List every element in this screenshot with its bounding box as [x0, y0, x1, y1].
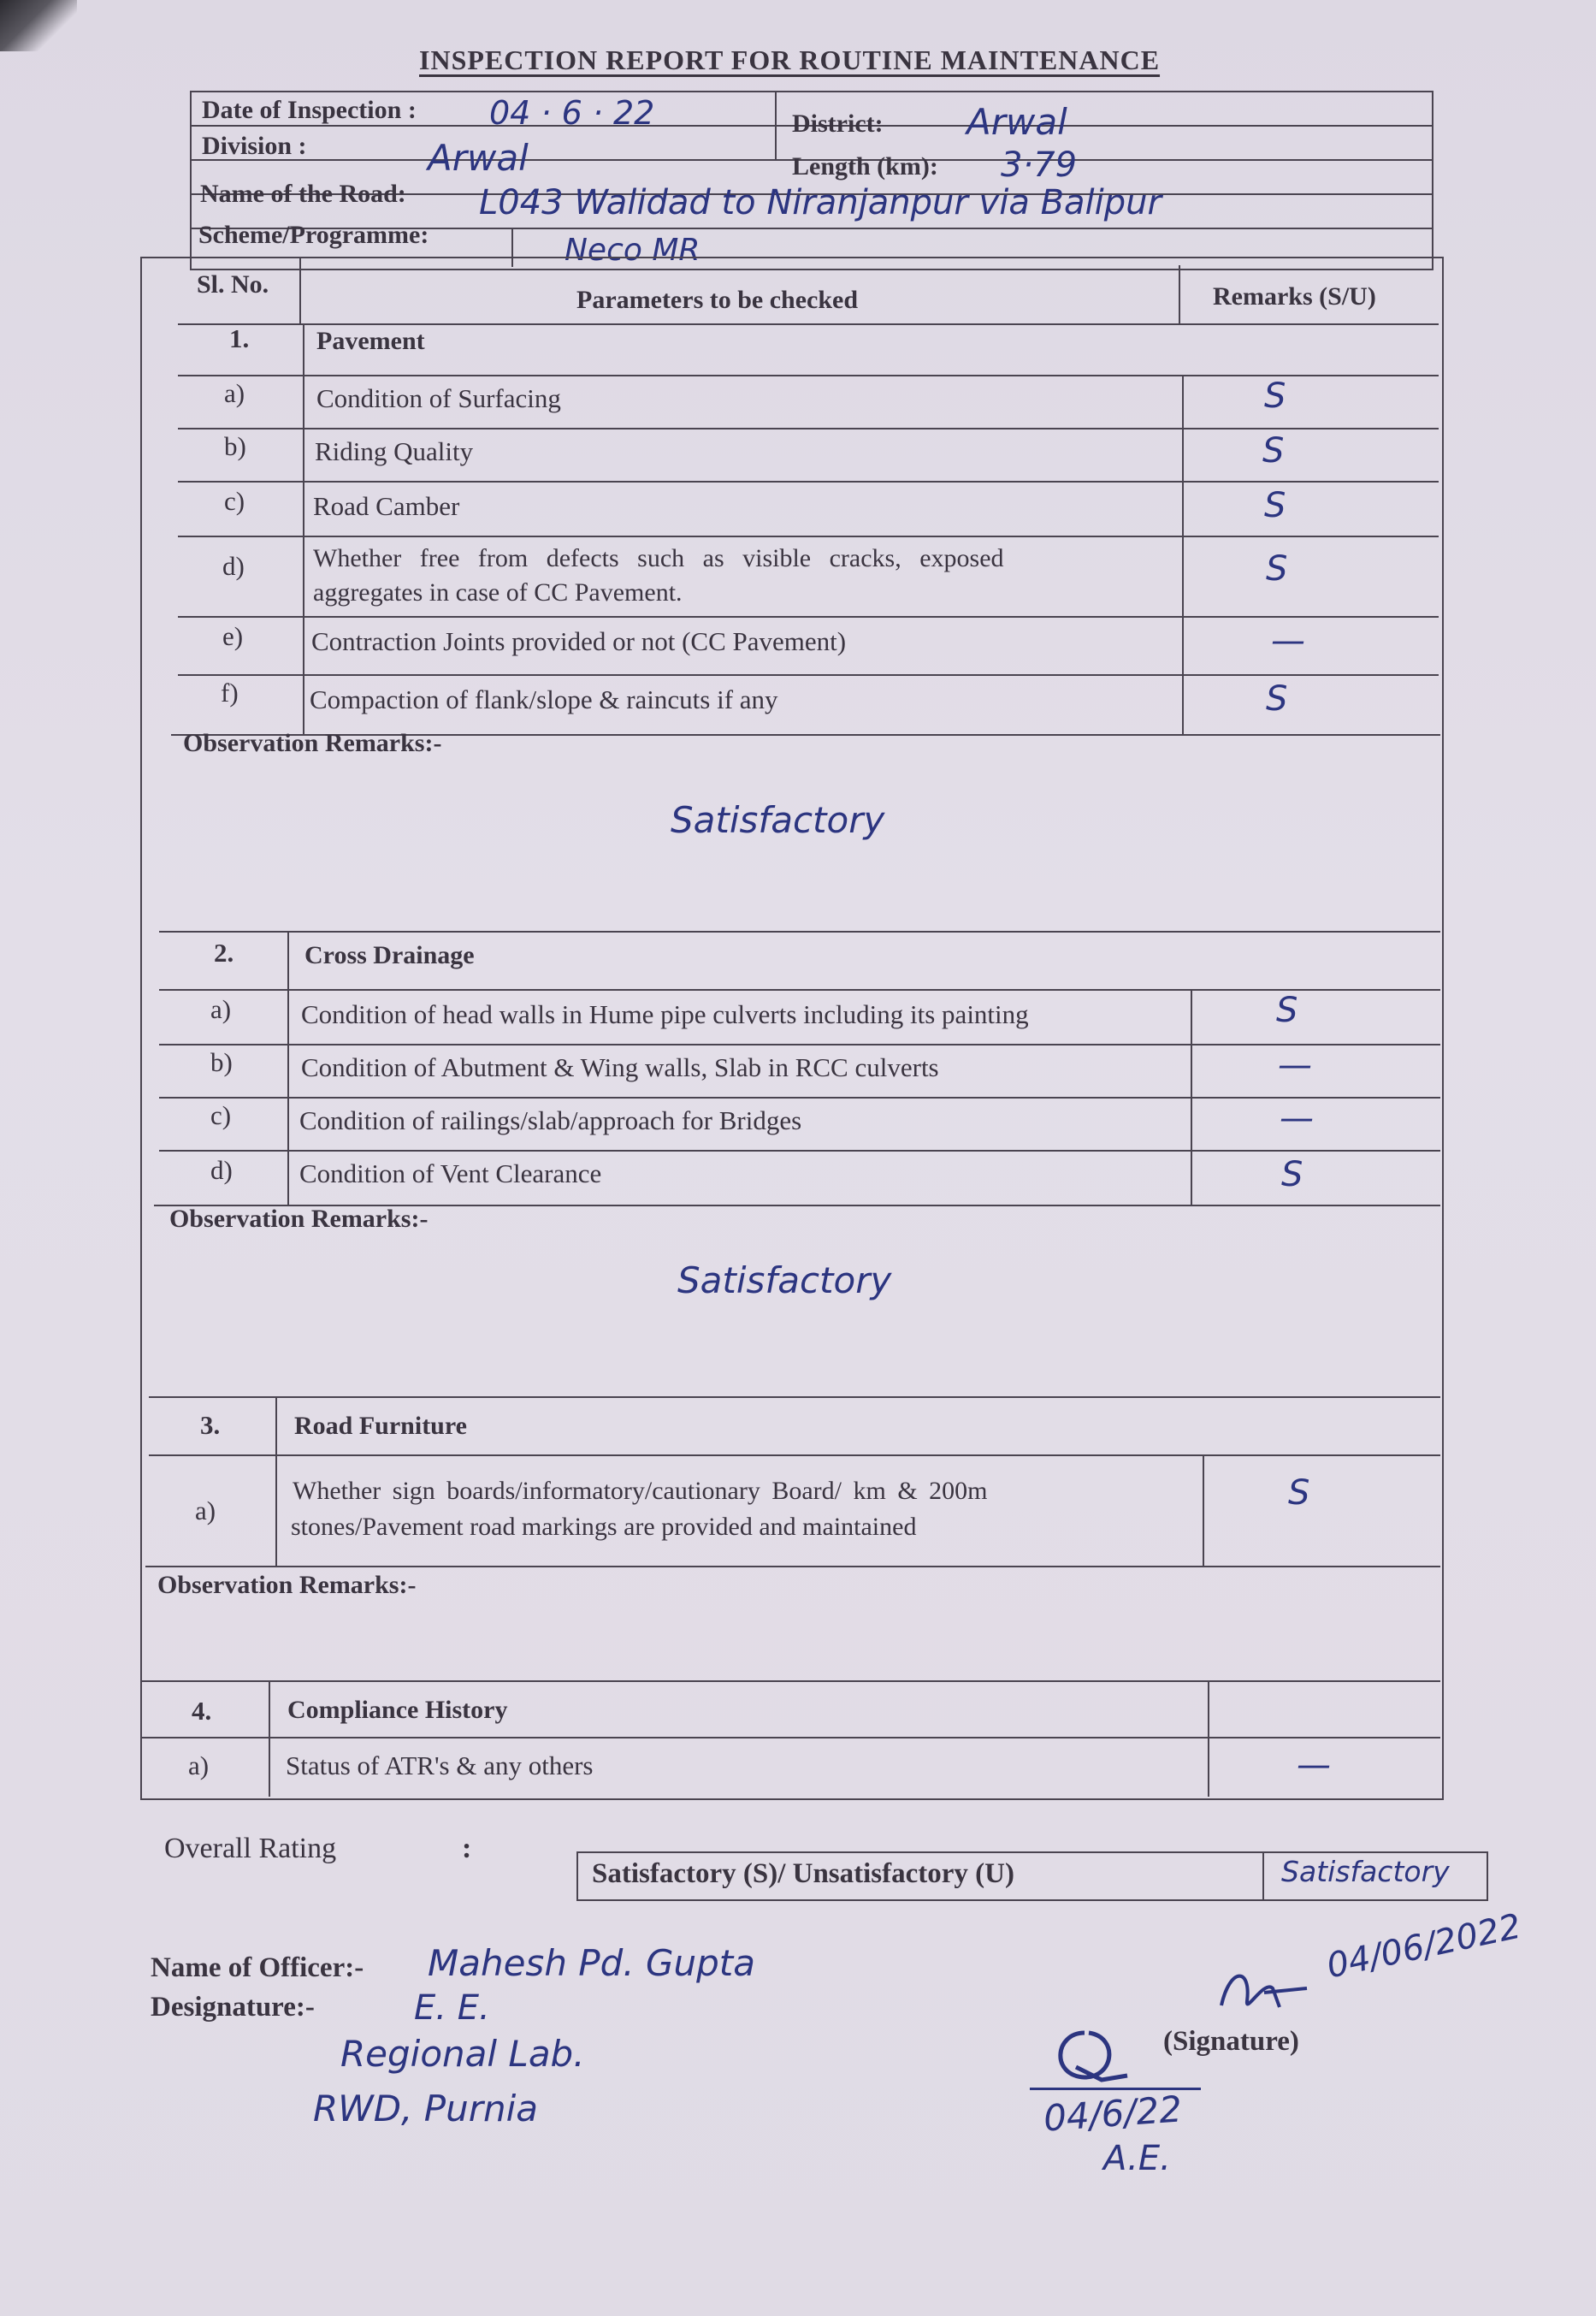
- drainage-observation-value: Satisfactory: [677, 1259, 892, 1301]
- section4-number: 4.: [192, 1696, 212, 1726]
- pavement-row-c-remark: S: [1264, 486, 1286, 525]
- furniture-row-a-text: Whether sign boards/informatory/cautionary Board/ km & 200m: [293, 1477, 988, 1505]
- drainage-row-c-remark: —: [1280, 1099, 1314, 1138]
- compliance-row-a-remark: —: [1297, 1745, 1331, 1785]
- furniture-row-a-remark: S: [1288, 1473, 1310, 1513]
- officer-designation-line2: Regional Lab.: [340, 2033, 585, 2075]
- pavement-row-f-remark: S: [1266, 679, 1288, 719]
- date-label: Date of Inspection :: [202, 96, 417, 124]
- overall-rating-label: Overall Rating: [164, 1833, 337, 1864]
- drainage-row-d-text: Condition of Vent Clearance: [299, 1158, 602, 1188]
- road-value: L043 Walidad to Niranjanpur via Balipur: [479, 183, 1162, 222]
- section1-title: Pavement: [316, 327, 425, 355]
- section2-number: 2.: [214, 938, 234, 968]
- furniture-observation-label: Observation Remarks:-: [157, 1571, 417, 1599]
- pavement-row-a-remark: S: [1264, 376, 1286, 416]
- signature-label: (Signature): [1163, 2026, 1299, 2057]
- drainage-row-a-remark: S: [1276, 991, 1298, 1030]
- pavement-row-d-sl: d): [222, 551, 245, 581]
- drainage-observation-label: Observation Remarks:-: [169, 1205, 429, 1233]
- drainage-row-a-text: Condition of head walls in Hume pipe culverts including its painting: [301, 999, 1029, 1029]
- officer-designation-line3: RWD, Purnia: [313, 2088, 538, 2129]
- date-value: 04 · 6 · 22: [489, 94, 655, 132]
- compliance-row-a-text: Status of ATR's & any others: [286, 1750, 594, 1780]
- drainage-row-b-remark: —: [1278, 1045, 1312, 1085]
- pavement-row-e-text: Contraction Joints provided or not (CC Pavement): [311, 626, 847, 656]
- signature-date-ee: 04/06/2022: [1323, 1906, 1525, 1987]
- col-remarks-header: Remarks (S/U): [1213, 282, 1376, 311]
- road-label: Name of the Road:: [200, 180, 406, 208]
- signature-date-ae: 04/6/22: [1042, 2088, 1184, 2140]
- signature-mark-ee: [1213, 1963, 1315, 2023]
- drainage-row-d-remark: S: [1281, 1155, 1303, 1194]
- pavement-row-a-sl: a): [224, 378, 245, 408]
- pavement-row-e-sl: e): [222, 621, 244, 651]
- pavement-row-f-sl: f): [221, 678, 239, 708]
- report-title: INSPECTION REPORT FOR ROUTINE MAINTENANCE: [419, 44, 1161, 75]
- furniture-row-a-sl: a): [195, 1496, 216, 1525]
- col-sl-header: Sl. No.: [197, 270, 269, 299]
- col-params-header: Parameters to be checked: [576, 286, 859, 314]
- pavement-row-d-text: Whether free from defects such as visible cracks, exposed: [313, 544, 1004, 572]
- page-corner-shadow: [0, 0, 77, 51]
- pavement-row-d-remark: S: [1266, 549, 1288, 589]
- scheme-value: Neco MR: [565, 233, 700, 268]
- pavement-row-b-sl: b): [224, 431, 246, 461]
- section2-title: Cross Drainage: [304, 941, 475, 969]
- pavement-row-b-remark: S: [1262, 431, 1285, 471]
- overall-rating-colon: :: [462, 1833, 472, 1864]
- length-label: Length (km):: [792, 152, 938, 181]
- drainage-row-a-sl: a): [210, 994, 232, 1024]
- overall-rating-value: Satisfactory: [1281, 1855, 1450, 1888]
- pavement-row-c-sl: c): [224, 486, 245, 516]
- section1-number: 1.: [229, 323, 250, 353]
- overall-rating-scale: Satisfactory (S)/ Unsatisfactory (U): [592, 1858, 1014, 1889]
- compliance-row-a-sl: a): [188, 1750, 210, 1780]
- division-value: Arwal: [428, 137, 529, 179]
- pavement-row-f-text: Compaction of flank/slope & raincuts if any: [310, 684, 778, 714]
- drainage-row-b-text: Condition of Abutment & Wing walls, Slab in RCC culverts: [301, 1052, 939, 1082]
- signature-mark-ae: [1042, 2016, 1144, 2093]
- pavement-row-e-remark: —: [1271, 621, 1305, 660]
- signature-role-ae: A.E.: [1103, 2139, 1171, 2178]
- section3-title: Road Furniture: [294, 1412, 467, 1440]
- scheme-label: Scheme/Programme:: [198, 221, 429, 249]
- pavement-observation-label: Observation Remarks:-: [183, 729, 442, 757]
- drainage-row-c-sl: c): [210, 1100, 232, 1130]
- length-value: 3·79: [1001, 145, 1078, 185]
- officer-designation-label: Designature:-: [151, 1992, 315, 2023]
- drainage-row-d-sl: d): [210, 1155, 233, 1185]
- pavement-row-c-text: Road Camber: [313, 491, 460, 521]
- pavement-row-d-text2: aggregates in case of CC Pavement.: [313, 578, 683, 607]
- division-label: Division :: [202, 132, 307, 160]
- drainage-row-c-text: Condition of railings/slab/approach for Bridges: [299, 1105, 802, 1135]
- officer-designation-value: E. E.: [414, 1988, 490, 2028]
- pavement-row-b-text: Riding Quality: [315, 436, 474, 466]
- pavement-row-a-text: Condition of Surfacing: [316, 383, 561, 413]
- furniture-row-a-text2: stones/Pavement road markings are provided and maintained: [291, 1513, 917, 1541]
- pavement-observation-value: Satisfactory: [671, 799, 885, 841]
- district-value: Arwal: [966, 101, 1067, 143]
- officer-name-value: Mahesh Pd. Gupta: [428, 1942, 756, 1984]
- section3-number: 3.: [200, 1410, 221, 1440]
- drainage-row-b-sl: b): [210, 1047, 233, 1077]
- officer-name-label: Name of Officer:-: [151, 1952, 364, 1983]
- district-label: District:: [792, 110, 884, 138]
- section4-title: Compliance History: [287, 1696, 508, 1724]
